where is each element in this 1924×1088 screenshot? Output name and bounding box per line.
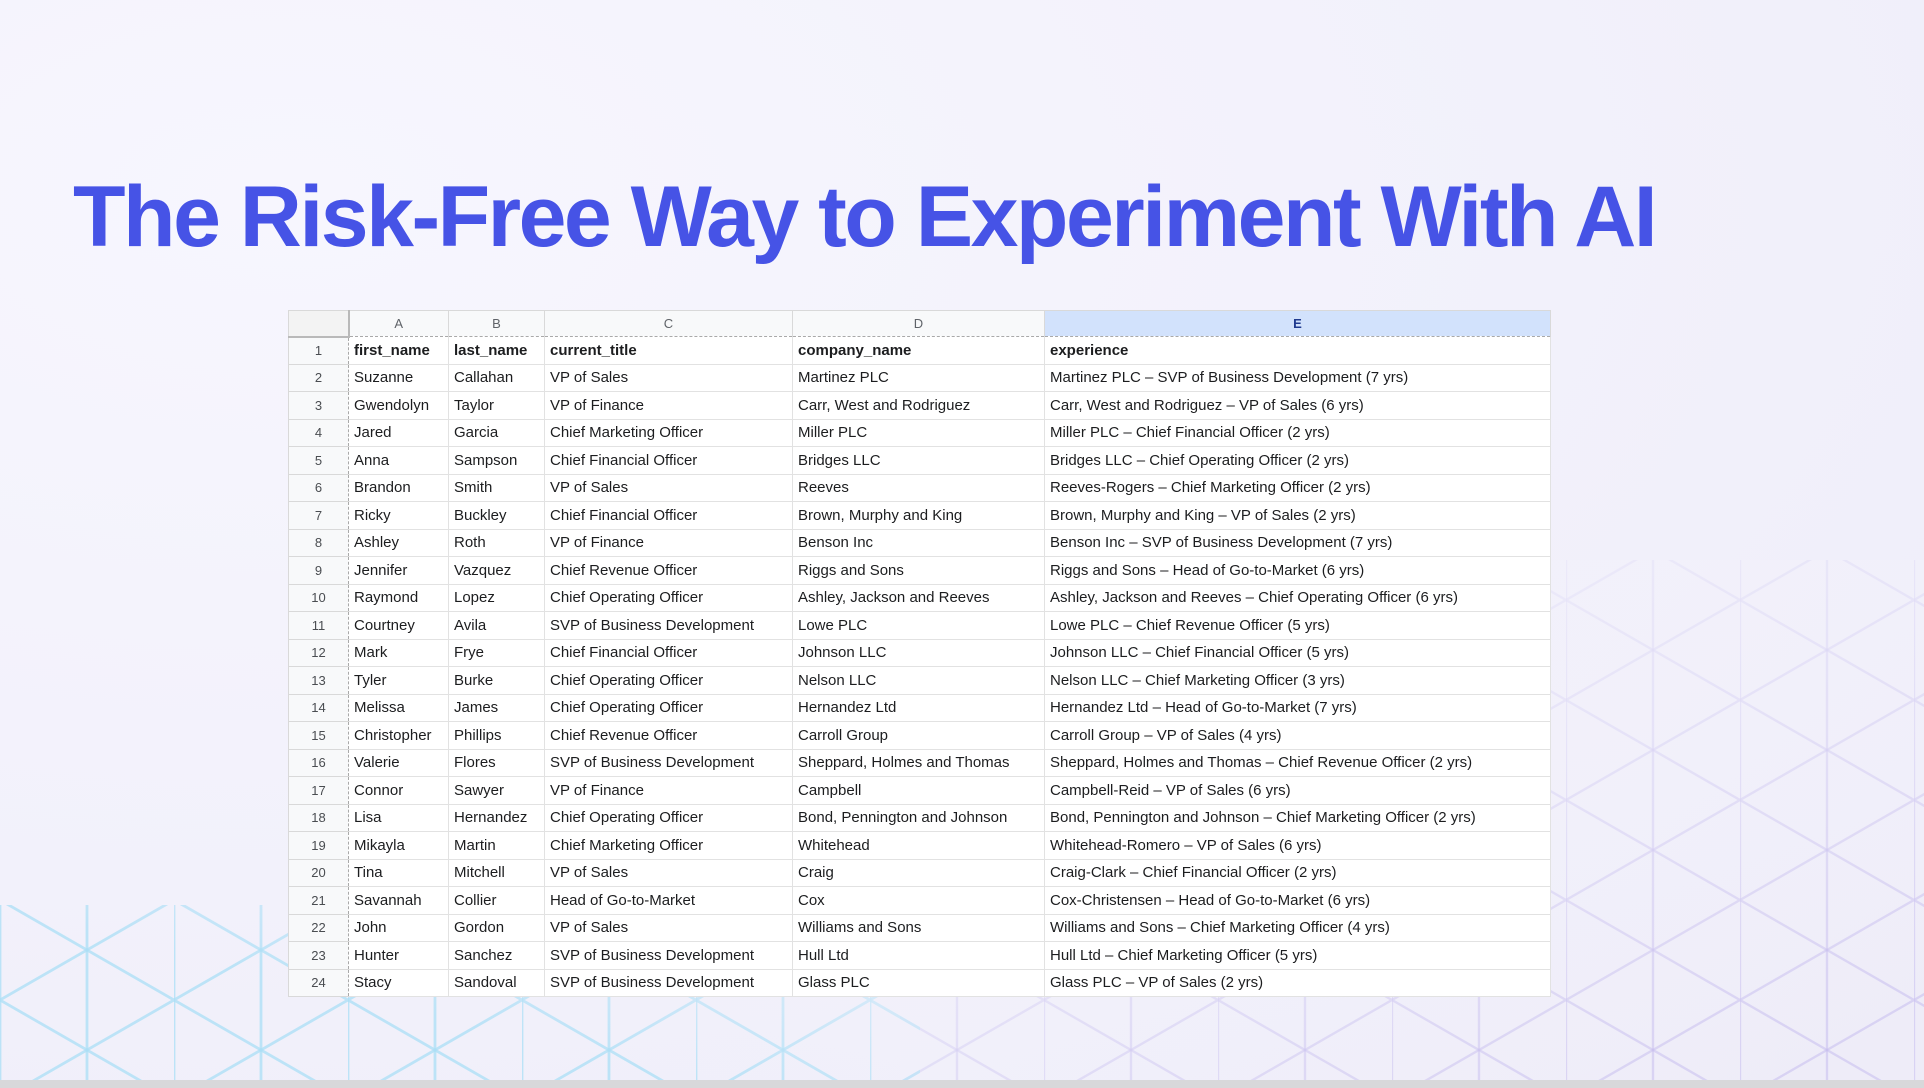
row-number[interactable]: 13 (289, 667, 349, 695)
cell[interactable]: Courtney (349, 612, 449, 640)
cell[interactable]: Tyler (349, 667, 449, 695)
table-row (289, 557, 1551, 585)
row-number[interactable]: 23 (289, 942, 349, 970)
cell[interactable]: Christopher (349, 722, 449, 750)
cell[interactable]: Smith (449, 474, 545, 502)
cell[interactable]: Martin (449, 832, 545, 860)
cell[interactable]: Hernandez (449, 804, 545, 832)
cell[interactable]: Valerie (349, 749, 449, 777)
spreadsheet-body (289, 311, 1551, 997)
row-number[interactable]: 7 (289, 502, 349, 530)
cell[interactable]: Benson Inc (793, 529, 1045, 557)
cell[interactable]: Ashley, Jackson and Reeves (793, 584, 1045, 612)
table-row (289, 777, 1551, 805)
cell[interactable]: Williams and Sons (793, 914, 1045, 942)
column-header-a[interactable]: A (349, 311, 449, 337)
cell[interactable]: Cox (793, 887, 1045, 915)
cell[interactable]: Miller PLC (793, 419, 1045, 447)
cell[interactable]: Lisa (349, 804, 449, 832)
header-cell[interactable]: current_title (545, 337, 793, 365)
cell[interactable]: Benson Inc – SVP of Business Development (7 yrs) (1045, 529, 1551, 557)
cell[interactable]: Mikayla (349, 832, 449, 860)
cell[interactable]: Anna (349, 447, 449, 475)
table-row (289, 667, 1551, 695)
cell[interactable]: Chief Operating Officer (545, 584, 793, 612)
cell[interactable]: VP of Finance (545, 777, 793, 805)
cell[interactable]: VP of Sales (545, 474, 793, 502)
column-header-b[interactable]: B (449, 311, 545, 337)
cell[interactable]: Connor (349, 777, 449, 805)
cell[interactable]: Glass PLC (793, 969, 1045, 997)
column-header-e[interactable]: E (1045, 311, 1551, 337)
table-row (289, 584, 1551, 612)
cell[interactable]: Chief Revenue Officer (545, 557, 793, 585)
cell[interactable]: Riggs and Sons (793, 557, 1045, 585)
cell[interactable]: Chief Marketing Officer (545, 832, 793, 860)
spreadsheet (288, 310, 1551, 997)
cell[interactable]: Burke (449, 667, 545, 695)
cell[interactable]: Vazquez (449, 557, 545, 585)
cell[interactable]: Chief Operating Officer (545, 667, 793, 695)
column-header-c[interactable]: C (545, 311, 793, 337)
cell[interactable]: Suzanne (349, 364, 449, 392)
column-header-d[interactable]: D (793, 311, 1045, 337)
row-number[interactable]: 21 (289, 887, 349, 915)
cell[interactable]: Sampson (449, 447, 545, 475)
cell[interactable]: Ashley (349, 529, 449, 557)
row-number[interactable]: 8 (289, 529, 349, 557)
cell[interactable]: Garcia (449, 419, 545, 447)
cell[interactable]: Chief Financial Officer (545, 447, 793, 475)
cell[interactable]: Gordon (449, 914, 545, 942)
table-row (289, 529, 1551, 557)
table-row (289, 447, 1551, 475)
cell[interactable]: SVP of Business Development (545, 612, 793, 640)
cell[interactable]: Whitehead-Romero – VP of Sales (6 yrs) (1045, 832, 1551, 860)
row-number[interactable]: 14 (289, 694, 349, 722)
cell[interactable]: Chief Marketing Officer (545, 419, 793, 447)
cell[interactable]: Campbell (793, 777, 1045, 805)
cell[interactable]: Gwendolyn (349, 392, 449, 420)
cell[interactable]: Taylor (449, 392, 545, 420)
cell[interactable]: Craig (793, 859, 1045, 887)
table-row (289, 969, 1551, 997)
bottom-edge-strip (0, 1080, 1924, 1088)
cell[interactable]: Carroll Group – VP of Sales (4 yrs) (1045, 722, 1551, 750)
cell[interactable]: Johnson LLC – Chief Financial Officer (5 yrs) (1045, 639, 1551, 667)
cell[interactable]: Carr, West and Rodriguez – VP of Sales (6 yrs) (1045, 392, 1551, 420)
cell[interactable]: VP of Sales (545, 364, 793, 392)
spreadsheet-table (288, 310, 1551, 997)
row-number[interactable]: 9 (289, 557, 349, 585)
row-number[interactable]: 17 (289, 777, 349, 805)
cell[interactable]: Bond, Pennington and Johnson (793, 804, 1045, 832)
cell[interactable]: Sheppard, Holmes and Thomas (793, 749, 1045, 777)
table-row (289, 612, 1551, 640)
cell[interactable]: James (449, 694, 545, 722)
row-number[interactable]: 1 (289, 337, 349, 365)
cell[interactable]: Jennifer (349, 557, 449, 585)
header-cell[interactable]: company_name (793, 337, 1045, 365)
column-header-row (289, 311, 1551, 337)
cell[interactable]: Hull Ltd – Chief Marketing Officer (5 yrs) (1045, 942, 1551, 970)
cell[interactable]: Bond, Pennington and Johnson – Chief Marketing Officer (2 yrs) (1045, 804, 1551, 832)
cell[interactable]: Roth (449, 529, 545, 557)
table-row (289, 337, 1551, 365)
header-cell[interactable]: first_name (349, 337, 449, 365)
cell[interactable]: Johnson LLC (793, 639, 1045, 667)
cell[interactable]: SVP of Business Development (545, 942, 793, 970)
cell[interactable]: SVP of Business Development (545, 969, 793, 997)
header-cell[interactable]: last_name (449, 337, 545, 365)
cell[interactable]: Head of Go-to-Market (545, 887, 793, 915)
table-row (289, 639, 1551, 667)
header-cell[interactable]: experience (1045, 337, 1551, 365)
cell[interactable]: Phillips (449, 722, 545, 750)
cell[interactable]: Ashley, Jackson and Reeves – Chief Operating Officer (6 yrs) (1045, 584, 1551, 612)
cell[interactable]: Mark (349, 639, 449, 667)
row-number[interactable]: 18 (289, 804, 349, 832)
cell[interactable]: Melissa (349, 694, 449, 722)
row-number[interactable]: 22 (289, 914, 349, 942)
cell[interactable]: Chief Operating Officer (545, 804, 793, 832)
cell[interactable]: Avila (449, 612, 545, 640)
cell[interactable]: Carroll Group (793, 722, 1045, 750)
cell[interactable]: John (349, 914, 449, 942)
cell[interactable]: Savannah (349, 887, 449, 915)
cell[interactable]: VP of Sales (545, 914, 793, 942)
row-number[interactable]: 6 (289, 474, 349, 502)
table-row (289, 804, 1551, 832)
cell[interactable]: Mitchell (449, 859, 545, 887)
row-number[interactable]: 11 (289, 612, 349, 640)
row-number[interactable]: 5 (289, 447, 349, 475)
cell[interactable]: Lowe PLC (793, 612, 1045, 640)
cell[interactable]: Campbell-Reid – VP of Sales (6 yrs) (1045, 777, 1551, 805)
cell[interactable]: Chief Financial Officer (545, 502, 793, 530)
cell[interactable]: Bridges LLC – Chief Operating Officer (2 yrs) (1045, 447, 1551, 475)
cell[interactable]: Cox-Christensen – Head of Go-to-Market (6 yrs) (1045, 887, 1551, 915)
cell[interactable]: Miller PLC – Chief Financial Officer (2 yrs) (1045, 419, 1551, 447)
table-row (289, 392, 1551, 420)
row-number[interactable]: 24 (289, 969, 349, 997)
table-row (289, 887, 1551, 915)
cell[interactable]: Buckley (449, 502, 545, 530)
cell[interactable]: Reeves (793, 474, 1045, 502)
select-all-corner[interactable] (289, 311, 349, 337)
cell[interactable]: Martinez PLC – SVP of Business Development (7 yrs) (1045, 364, 1551, 392)
table-row (289, 859, 1551, 887)
cell[interactable]: Brown, Murphy and King – VP of Sales (2 yrs) (1045, 502, 1551, 530)
cell[interactable]: Jared (349, 419, 449, 447)
cell[interactable]: Frye (449, 639, 545, 667)
table-row (289, 749, 1551, 777)
table-row (289, 914, 1551, 942)
row-number[interactable]: 16 (289, 749, 349, 777)
cell[interactable]: Brown, Murphy and King (793, 502, 1045, 530)
cell[interactable]: Chief Operating Officer (545, 694, 793, 722)
table-row (289, 722, 1551, 750)
cell[interactable]: Stacy (349, 969, 449, 997)
cell[interactable]: Hernandez Ltd – Head of Go-to-Market (7 yrs) (1045, 694, 1551, 722)
cell[interactable]: VP of Finance (545, 392, 793, 420)
cell[interactable]: Chief Revenue Officer (545, 722, 793, 750)
cell[interactable]: Lowe PLC – Chief Revenue Officer (5 yrs) (1045, 612, 1551, 640)
cell[interactable]: Sheppard, Holmes and Thomas – Chief Revenue Officer (2 yrs) (1045, 749, 1551, 777)
cell[interactable]: Nelson LLC – Chief Marketing Officer (3 yrs) (1045, 667, 1551, 695)
cell[interactable]: VP of Sales (545, 859, 793, 887)
table-row (289, 502, 1551, 530)
table-row (289, 942, 1551, 970)
cell[interactable]: Glass PLC – VP of Sales (2 yrs) (1045, 969, 1551, 997)
cell[interactable]: Collier (449, 887, 545, 915)
cell[interactable]: Carr, West and Rodriguez (793, 392, 1045, 420)
table-row (289, 364, 1551, 392)
table-row (289, 474, 1551, 502)
cell[interactable]: Williams and Sons – Chief Marketing Officer (4 yrs) (1045, 914, 1551, 942)
page-title: The Risk-Free Way to Experiment With AI (73, 168, 1656, 265)
row-number[interactable]: 2 (289, 364, 349, 392)
cell[interactable]: Tina (349, 859, 449, 887)
cell[interactable]: Hunter (349, 942, 449, 970)
cell[interactable]: Hull Ltd (793, 942, 1045, 970)
cell[interactable]: Flores (449, 749, 545, 777)
cell[interactable]: Chief Financial Officer (545, 639, 793, 667)
cell[interactable]: Ricky (349, 502, 449, 530)
cell[interactable]: Nelson LLC (793, 667, 1045, 695)
cell[interactable]: Sandoval (449, 969, 545, 997)
row-number[interactable]: 15 (289, 722, 349, 750)
row-number[interactable]: 20 (289, 859, 349, 887)
cell[interactable]: Riggs and Sons – Head of Go-to-Market (6 yrs) (1045, 557, 1551, 585)
cell[interactable]: Bridges LLC (793, 447, 1045, 475)
row-number[interactable]: 12 (289, 639, 349, 667)
row-number[interactable]: 19 (289, 832, 349, 860)
row-number[interactable]: 3 (289, 392, 349, 420)
cell[interactable]: VP of Finance (545, 529, 793, 557)
cell[interactable]: Sanchez (449, 942, 545, 970)
table-row (289, 832, 1551, 860)
cell[interactable]: Martinez PLC (793, 364, 1045, 392)
table-row (289, 694, 1551, 722)
cell[interactable]: Raymond (349, 584, 449, 612)
cell[interactable]: Craig-Clark – Chief Financial Officer (2 yrs) (1045, 859, 1551, 887)
table-row (289, 419, 1551, 447)
cell[interactable]: Hernandez Ltd (793, 694, 1045, 722)
row-number[interactable]: 10 (289, 584, 349, 612)
cell[interactable]: SVP of Business Development (545, 749, 793, 777)
cell[interactable]: Sawyer (449, 777, 545, 805)
cell[interactable]: Reeves-Rogers – Chief Marketing Officer (2 yrs) (1045, 474, 1551, 502)
cell[interactable]: Whitehead (793, 832, 1045, 860)
cell[interactable]: Callahan (449, 364, 545, 392)
row-number[interactable]: 4 (289, 419, 349, 447)
cell[interactable]: Brandon (349, 474, 449, 502)
cell[interactable]: Lopez (449, 584, 545, 612)
